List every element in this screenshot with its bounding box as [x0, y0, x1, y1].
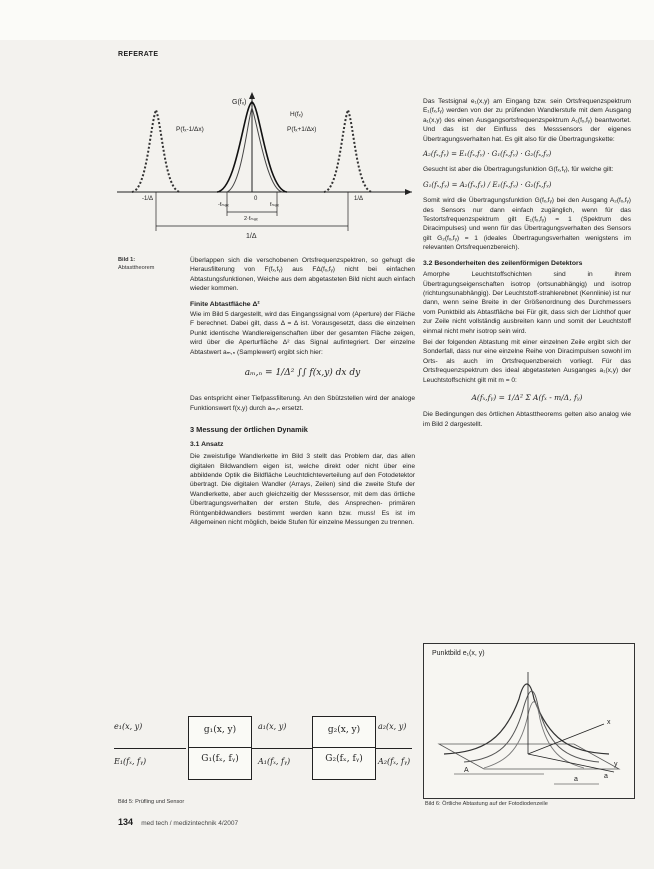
- output-signal-label: a₂(x, y): [378, 722, 407, 731]
- right-paragraph-6: Die Bedingungen des örtlichen Abtasttheorems gelten also analog wie im Bild 2 dargestellt.: [423, 411, 631, 428]
- block2-transfer-function: G₂(fₓ, fᵧ): [313, 747, 375, 764]
- header-band: [0, 0, 654, 40]
- label-pos-fmax: fₘₐₓ: [270, 202, 279, 208]
- section-tag: REFERATE: [118, 51, 159, 58]
- label-left-tick: -1/Δ: [142, 196, 154, 202]
- right-column: [423, 97, 631, 431]
- block1-transfer-function: G₁(fₓ, fᵧ): [189, 747, 251, 764]
- block-testobject: [188, 716, 252, 780]
- section3-heading: 3 Messung der örtlichen Dynamik: [190, 425, 308, 435]
- mid-signal-label: a₁(x, y): [258, 722, 287, 731]
- right-paragraph-2: Gesucht ist aber die Übertragungsfunktion G(fₓ,fᵧ), für welche gilt:: [423, 166, 614, 174]
- mid-spectrum-label: A₁(fₓ, fᵧ): [258, 757, 291, 766]
- section32-heading: 3.2 Besonderheiten des zeilenförmigen Detektors: [423, 259, 583, 267]
- area-label-A: A: [464, 767, 469, 774]
- journal-name: med tech / medizintechnik 4/2007: [141, 820, 239, 827]
- finite-sampling-heading: Finite Abtastfläche Δ²: [190, 300, 260, 308]
- label-peak-center: G(fₓ): [232, 99, 247, 106]
- section31-heading: 3.1 Ansatz: [190, 440, 224, 448]
- figure-block-diagram: [112, 712, 412, 792]
- right-paragraph-4: Amorphe Leuchtstoffschichten sind in ihrem Übertragungseigenschaften isotrop (ortsunabhängig) und isotrop (richtungsunabhängig). Der Leuchtstoff-strahlerebnet (Kennlinie) ist nur dann, wenn seine Breite in der Größenordnung des Durchmessers vom Punktbild als Abtastfläche bei Für gilt, dass sich der Lichthof quer zur Zeile nicht vollständig ausbreiten kann und somit der Leuchtstoff einmal nicht mehr isotrop sein wird.: [423, 271, 631, 335]
- left-column: [190, 256, 415, 529]
- label-zero: 0: [254, 196, 258, 202]
- after-equation-text: Das entspricht einer Tiefpassfilterung. An den Sbützstellen wird der analoge Funktionswert f(x,y) durch aₘ,ₙ ersetzt.: [190, 395, 415, 412]
- equation-sample-value: aₘ,ₙ = 1/Δ² ∫∫ f(x,y) dx dy: [244, 368, 361, 379]
- label-right-curve: P(fₓ+1/Δx): [287, 126, 317, 133]
- page-number: 134: [118, 817, 134, 827]
- block1-impulse-response: g₁(x, y): [203, 725, 237, 735]
- axis-x-label: x: [607, 719, 611, 726]
- figure5-caption: Bild 5: Prüfling und Sensor: [118, 799, 185, 805]
- label-left-curve: P(fₓ-1/Δx): [176, 126, 204, 133]
- output-spectrum-label: A₂(fₓ, fᵧ): [378, 757, 411, 766]
- figure-sampling-spectrum: [112, 86, 417, 246]
- area-label-a2: a: [604, 773, 608, 780]
- block-sensor: [312, 716, 376, 780]
- axis-y-label: y: [614, 761, 618, 768]
- section31-text: Die zweistufige Wandlerkette im Bild 3 stellt das Problem dar, das allen digitalen Bildwandlern eigen ist, welche direkt oder nicht über eine abbildende Optik die Bildfläche Leuchtdichteverteilung auf den Fotodetektor übertragt. Die digitalen Wandler (Arrays, Zeilen) sind die zweite Stufe der Wandlerkette, aber auch gleichzeitig der Messsensor, mit dem das örtliche Übertragungsverhalten der ersten Stufe, des Ansprechen- primären Röntgenbildwandlers bestimmt werden kann bzw. muss! Es ist im Allgemeinen nicht möglich, beide Stufen für einzelne Messungen zu trennen.: [190, 453, 415, 526]
- label-period: 1/Δ: [246, 233, 257, 240]
- area-label-a: a: [574, 776, 578, 783]
- equation-line-spectrum: A(fₓ,fᵧ) = 1/Δ² Σ A(fₓ - m/Δ, fᵧ): [471, 392, 583, 402]
- figure1-caption: Bild 1: Abtasttheorem: [118, 257, 155, 271]
- right-paragraph-1: Das Testsignal e₁(x,y) am Eingang bzw. sein Ortsfrequenzspektrum E₁(fₓ,fᵧ) werden von der zu prüfenden Wandlerstufe mit dem Ausgang a₁(x,y) des einen Ausgangsortsfrequenzspektrum A₁(fₓ,fᵧ) beantwortet. Und das ist der Einfluss des Messsensors der eigenes Übertragungsverhalten hat. Es gilt also für die Übertragungskette:: [423, 98, 631, 143]
- label-bandwidth: 2·fₘₐₓ: [244, 216, 258, 222]
- equation-transfer-chain: A₂(fₓ,fᵧ) = E₁(fₓ,fᵧ) · G₁(fₓ,fᵧ) · G₂(fₓ,fᵧ): [423, 150, 552, 159]
- intro-paragraph: Überlappen sich die verschobenen Ortsfrequenzspektren, so gehugt die Herausfilterung von F(fₓ,fᵧ) aus FΔ(fₓ,fᵧ) nicht bei einfachen Abtastungsfunktionen, Weiche aus dem abgetasteten Bild nicht auch einfach wieder kommen.: [190, 257, 415, 293]
- right-paragraph-5: Bei der folgenden Abtastung mit einer einzelnen Zeile ergibt sich der Sonderfall, dass nur eine einzelne Reihe von Diracimpulsen sowohl im Orts- als auch im Ortsfrequenzbereich vorliegt. Für das Ortsfrequenzspektrum des ideal abgetasteten Ausganges a₁(x,y) der Leuchtstoffschicht gilt mit m = 0:: [423, 338, 631, 384]
- label-right-tick: 1/Δ: [354, 196, 364, 202]
- block2-impulse-response: g₂(x, y): [327, 725, 361, 735]
- figure6-title: Punktbild e₁(x, y): [432, 650, 485, 657]
- equation-transfer-function: G₁(fₓ,fᵧ) = A₂(fₓ,fᵧ) / E₁(fₓ,fᵧ) · G₂(fₓ,fᵧ): [423, 180, 552, 189]
- figure-point-spread: [423, 643, 635, 799]
- footer: [118, 817, 238, 827]
- figure6-caption: Bild 6: Örtliche Abtastung auf der Fotodiodenzeile: [425, 801, 548, 807]
- right-paragraph-3: Somit wird die Übertragungsfunktion G(fₓ,fᵧ) bei den Ausgang A₂(fₓ,fᵧ) des Sensors nur dann einfach zugänglich, wenn für das Testortsfrequenzspektrum gilt E₁(fₓ,fᵧ) = 1 (Spektrum des Diracimpulses) und wenn für das Übertragungsverhalten des Sensors gilt G₂(fₓ,fᵧ) = 1 (ideales Übertragungsverhalten wenigstens im relevanten Ortsfrequenzbereich).: [423, 197, 631, 252]
- input-signal-label: e₁(x, y): [114, 722, 143, 731]
- finite-sampling-text: Wie im Bild 5 dargestellt, wird das Eingangssignal vom (Aperture) der Fläche F berechnet. Dabei gilt, dass Δ = Δ ist. Vorausgesetzt, dass die einzelnen Punkt identische Wandlereigenschaften über der gesamten Fläche zeigen, wird über die Aperturfläche Δ² das Signal aufintegriert. Der einzelne Abtastwert aₘ,ₙ (Samplewert) ergibt sich hier:: [190, 311, 415, 356]
- label-neg-fmax: -fₘₐₓ: [218, 202, 229, 208]
- label-peak-right: H(fₓ): [290, 111, 303, 118]
- input-spectrum-label: E₁(fₓ, fᵧ): [114, 757, 147, 766]
